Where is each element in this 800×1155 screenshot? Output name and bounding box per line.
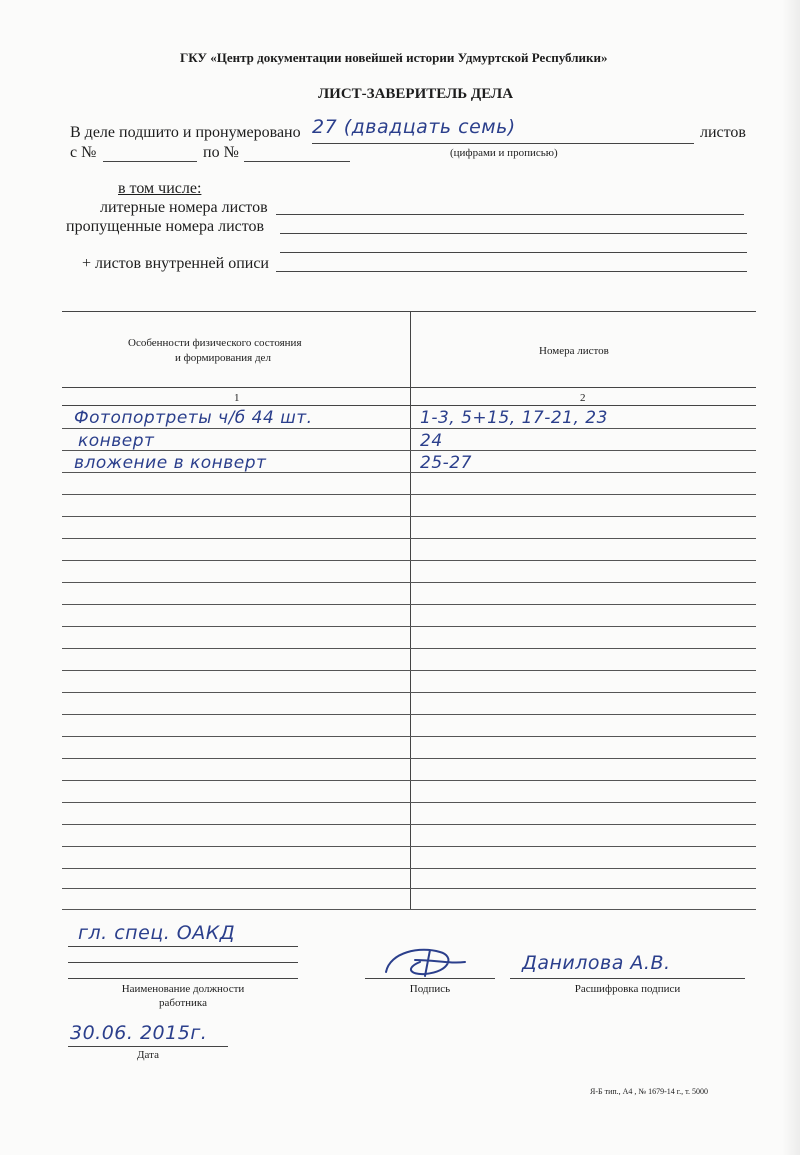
name-caption: Расшифровка подписи [574,983,681,995]
sheets-count-underline [312,143,694,144]
col1-header-line2: и формирования дел [175,352,271,364]
from-number-label: с № [70,144,97,161]
sewn-numbered-label: В деле подшито и пронумеровано [70,124,301,141]
document-title: ЛИСТ-ЗАВЕРИТЕЛЬ ДЕЛА [318,86,514,102]
col1-header-line1: Особенности физического состояния [128,337,302,349]
missing-numbers-label: пропущенные номера листов [66,218,265,235]
position-underline-3 [68,978,298,979]
table-row-1-feature: Фотопортреты ч/б 44 шт. [74,408,313,428]
table-rule-line [62,494,756,495]
including-label: в том числе: [118,180,202,197]
table-rule-line [62,714,756,715]
signature-scribble-icon [380,942,470,982]
table-bottom-border [62,909,756,910]
position-underline-1 [68,946,298,947]
col2-header: Номера листов [539,345,609,357]
table-rule-line [62,846,756,847]
date-underline [68,1046,228,1047]
table-row-3-pages: 25-27 [420,453,472,473]
table-rule-line [62,538,756,539]
table-rule-line [62,670,756,671]
table-rule-line [62,428,756,429]
table-row-2-pages: 24 [420,431,443,451]
name-handwritten: Данилова А.В. [522,952,671,974]
table-rule-line [62,736,756,737]
internal-inventory-line [276,271,747,272]
table-rule-line [62,648,756,649]
table-rule-line [62,472,756,473]
table-rule-line [62,802,756,803]
table-rule-line [62,868,756,869]
position-caption-line1: Наименование должности [121,983,245,995]
name-underline [510,978,745,979]
table-rule-line [62,824,756,825]
table-rule-line [62,560,756,561]
signature-caption: Подпись [409,983,451,995]
position-handwritten: гл. спец. ОАКД [78,922,236,944]
table-rule-line [62,450,756,451]
print-info: Я-Б тип., А4 , № 1679-14 г., т. 5000 [590,1087,708,1096]
table-row-1-pages: 1-3, 5+15, 17-21, 23 [420,408,608,428]
to-number-label: по № [203,144,239,161]
missing-numbers-line [280,233,747,234]
table-rule-line [62,582,756,583]
table-column-divider [410,311,411,909]
table-rule-line [62,516,756,517]
table-number-row-border [62,405,756,406]
signature-underline [365,978,495,979]
table-rule-line [62,692,756,693]
table-rule-line [62,888,756,889]
date-handwritten: 30.06. 2015г. [70,1022,208,1044]
table-rule-line [62,758,756,759]
internal-inventory-label: + листов внутренней описи [82,255,269,272]
col2-number: 2 [580,392,586,404]
table-rule-line [62,604,756,605]
table-top-border [62,311,756,312]
position-caption-line2: работника [159,997,207,1009]
sheets-count-handwritten: 27 (двадцать семь) [312,116,516,138]
table-row-3-feature: вложение в конверт [74,453,267,473]
digits-and-words-hint: (цифрами и прописью) [450,147,558,159]
table-rule-line [62,626,756,627]
page-edge-shadow [782,0,800,1155]
table-rule-line [62,780,756,781]
missing-numbers-line-2 [280,252,747,253]
letter-numbers-label: литерные номера листов [100,199,268,216]
table-row-2-feature: конверт [78,431,155,451]
to-number-underline [244,161,350,162]
organization-name: ГКУ «Центр документации новейшей истории Удмуртской Республики» [180,50,608,65]
position-underline-2 [68,962,298,963]
letter-numbers-line [276,214,744,215]
sheets-label: листов [700,124,746,141]
date-caption: Дата [137,1049,159,1061]
col1-number: 1 [234,392,240,404]
from-number-underline [103,161,197,162]
table-header-bottom-border [62,387,756,388]
